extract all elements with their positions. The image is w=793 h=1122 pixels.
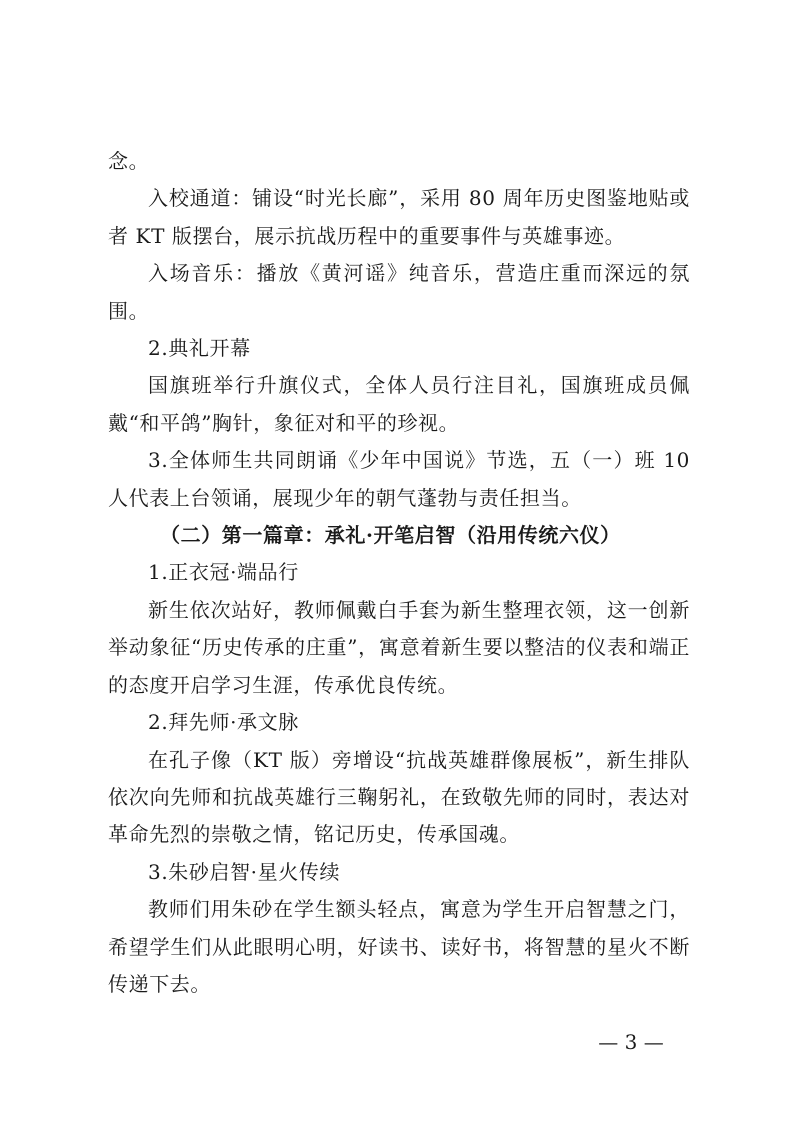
subheading-teacher-worship: 2.拜先师·承文脉 [148, 710, 299, 735]
subheading-ceremony-opening: 2.典礼开幕 [148, 336, 251, 361]
paragraph-recitation: 3.全体师生共同朗诵《少年中国说》节选，五（一）班 10 人代表上台领诵，展现少年的朝气蓬勃与责任担当。 [108, 448, 690, 510]
section-heading-chapter-one: （二）第一篇章：承礼·开笔启智（沿用传统六仪） [160, 523, 621, 548]
page-number: — 3 — [598, 1030, 664, 1054]
subheading-attire: 1.正衣冠·端品行 [148, 560, 299, 585]
subheading-cinnabar: 3.朱砂启智·星火传续 [148, 859, 341, 884]
paragraph-attire: 新生依次站好，教师佩戴白手套为新生整理衣领，这一创新举动象征“历史传承的庄重”，寓意着新生要以整洁的仪表和端正的态度开启学习生涯，传承优良传统。 [108, 597, 690, 697]
paragraph-entrance-music: 入场音乐：播放《黄河谣》纯音乐，营造庄重而深远的氛围。 [108, 261, 690, 323]
paragraph-entrance-passage: 入校通道：铺设“时光长廊”，采用 80 周年历史图鉴地贴或者 KT 版摆台，展示抗战历程中的重要事件与英雄事迹。 [108, 186, 690, 248]
document-body [108, 143, 690, 1003]
paragraph-teacher-worship: 在孔子像（KT 版）旁增设“抗战英雄群像展板”，新生排队依次向先师和抗战英雄行三鞠躬礼，在致敬先师的同时，表达对革命先烈的崇敬之情，铭记历史，传承国魂。 [108, 747, 690, 847]
paragraph-continuation: 念。 [108, 149, 150, 173]
paragraph-cinnabar: 教师们用朱砂在学生额头轻点，寓意为学生开启智慧之门，希望学生们从此眼明心明，好读书、读好书，将智慧的星火不断传递下去。 [108, 897, 690, 996]
paragraph-flag-raising: 国旗班举行升旗仪式，全体人员行注目礼，国旗班成员佩戴“和平鸽”胸针，象征对和平的珍视。 [108, 373, 690, 435]
